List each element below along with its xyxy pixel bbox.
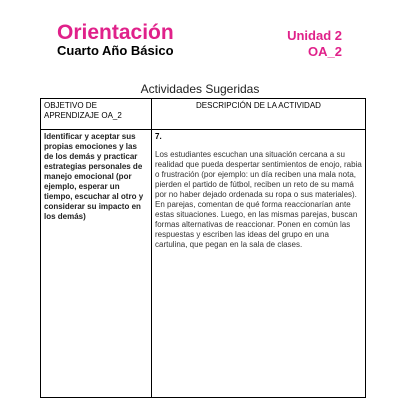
activity-number: 7. (155, 132, 162, 141)
course-subtitle: Cuarto Año Básico (57, 43, 174, 58)
activity-description: Los estudiantes escuchan una situación cercana a su realidad que pueda despertar sentimientos de enojo, rabia o frustración (por ejemplo: un día reciben una mala nota, pierden el partido de fútbol, reciben un reto de su mamá por no haber dejado ordenada su ropa o sus materiales). En parejas, comentan de qué forma reaccionarían ante estas situaciones. Luego, en las mismas parejas, buscan formas alternativas de reaccionar. Ponen en común las respuestas y escriben las ideas del grupo en una cartulina, que pegan en la sala de clases. (155, 150, 362, 249)
section-title: Actividades Sugeridas (140, 82, 260, 96)
objective-cell: Identificar y aceptar sus propias emociones y las de los demás y practicar estrategias personales de manejo emocional (por ejemplo, esperar un tiempo, escuchar al otro y considerar su impacto en los demás) (41, 130, 152, 398)
activities-table (40, 98, 366, 398)
header-objective: OBJETIVO DE APRENDIZAJE OA_2 (41, 99, 152, 130)
table-row (41, 130, 366, 398)
oa-label: OA_2 (308, 44, 342, 59)
page-title: Orientación (57, 21, 174, 44)
description-cell (152, 130, 366, 398)
table-header-row (41, 99, 366, 130)
header-description: DESCRIPCIÓN DE LA ACTIVIDAD (152, 99, 366, 130)
unit-label: Unidad 2 (287, 28, 342, 43)
